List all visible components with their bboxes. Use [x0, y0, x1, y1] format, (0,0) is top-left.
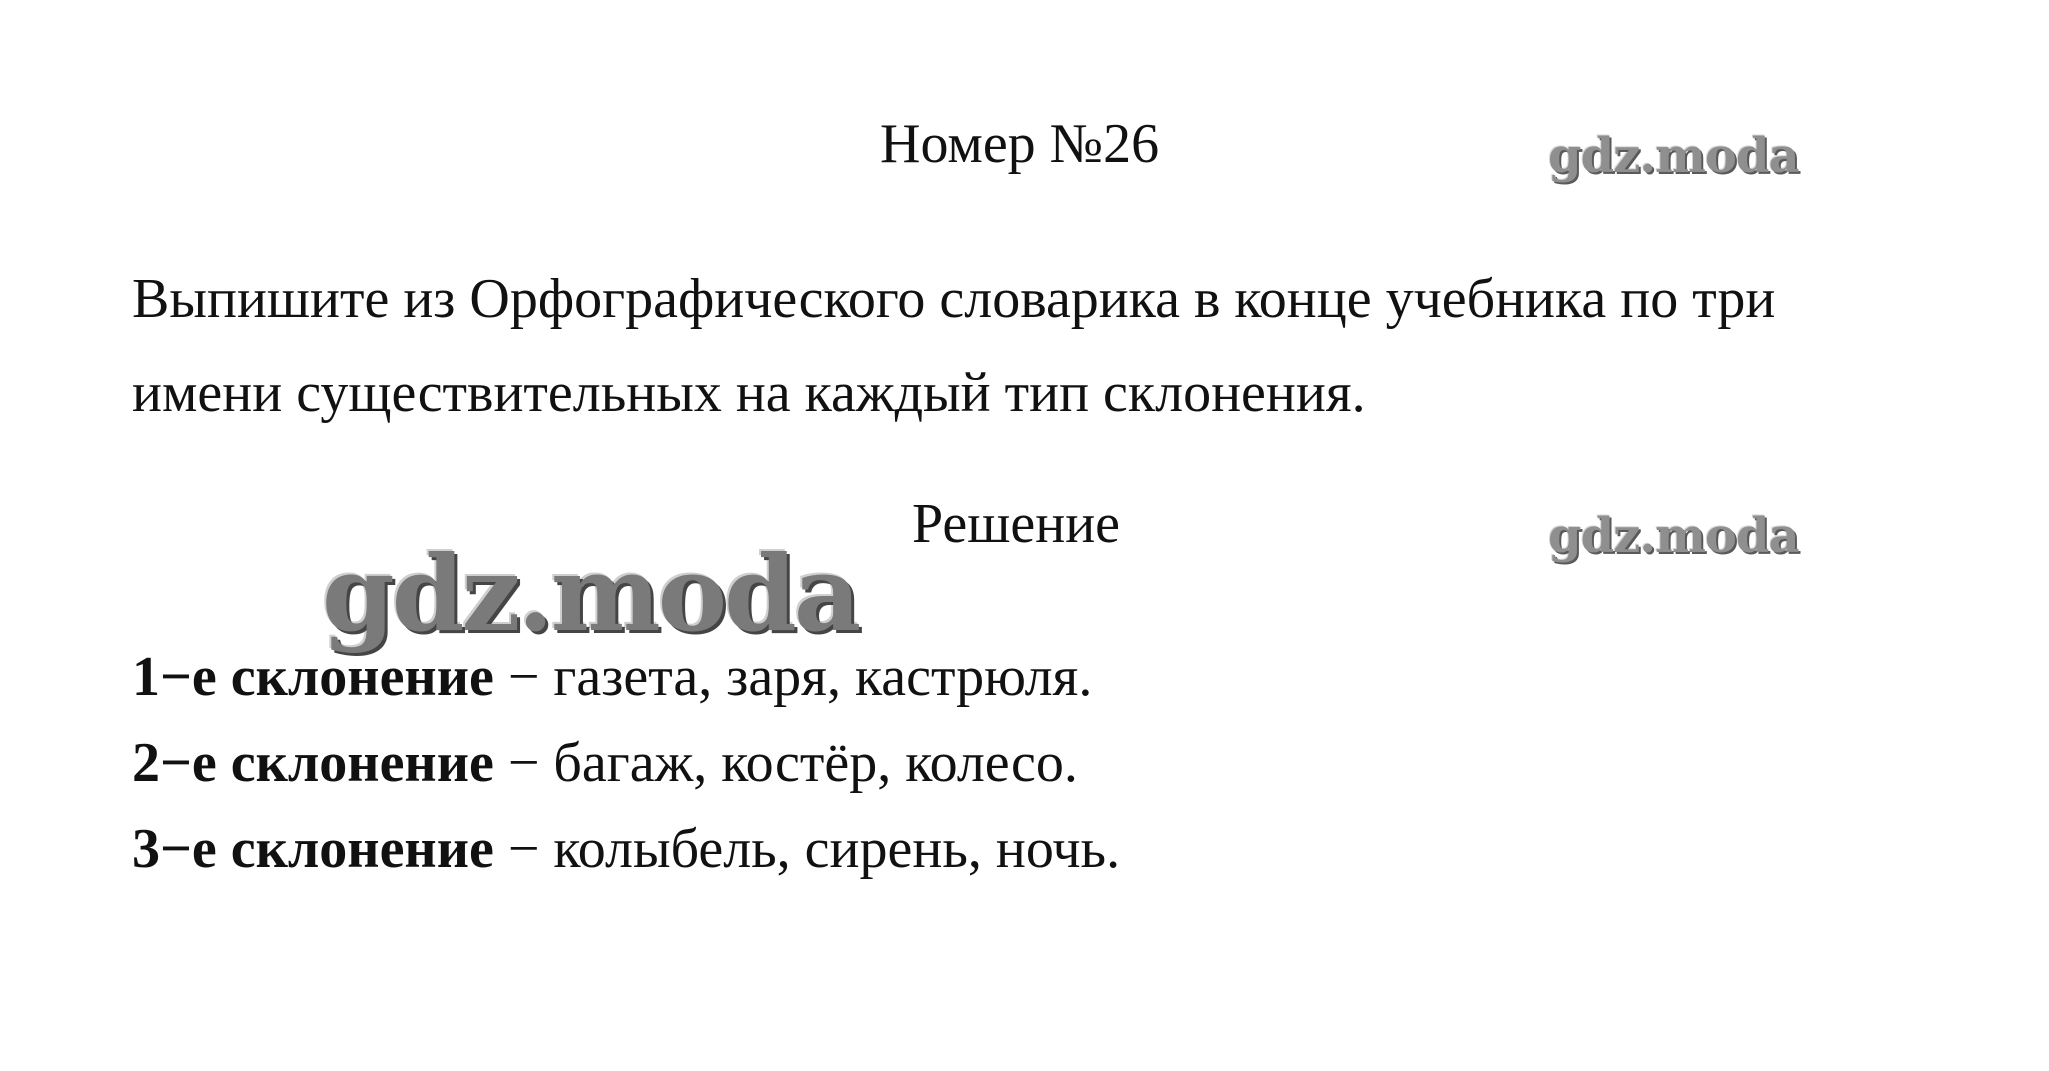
watermark-top-right: gdz.moda [1548, 128, 1799, 184]
task-line-2: имени существительных на каждый тип склонения. [132, 362, 1366, 424]
solution-heading: Решение [912, 493, 1121, 555]
declension-words-3: − колыбель, сирень, ночь. [493, 818, 1121, 880]
declension-label-3: 3−е склонение [132, 818, 494, 880]
answer-line-2 [132, 720, 1120, 806]
answer-line-3 [132, 806, 1120, 892]
declension-label-2: 2−е склонение [132, 732, 494, 794]
declension-label-1: 1−е склонение [132, 646, 494, 708]
task-text [132, 252, 1932, 440]
declension-words-2: − багаж, костёр, колесо. [493, 732, 1078, 794]
watermark-large-left: gdz.moda [322, 532, 859, 655]
task-line-1: Выпишите из Орфографического словарика в конце учебника по три [132, 268, 1776, 330]
answer-list [132, 634, 1120, 892]
exercise-title: Номер №26 [880, 113, 1160, 175]
watermark-middle-right: gdz.moda [1548, 508, 1799, 564]
answer-line-1 [132, 634, 1120, 720]
declension-words-1: − газета, заря, кастрюля. [493, 646, 1093, 708]
